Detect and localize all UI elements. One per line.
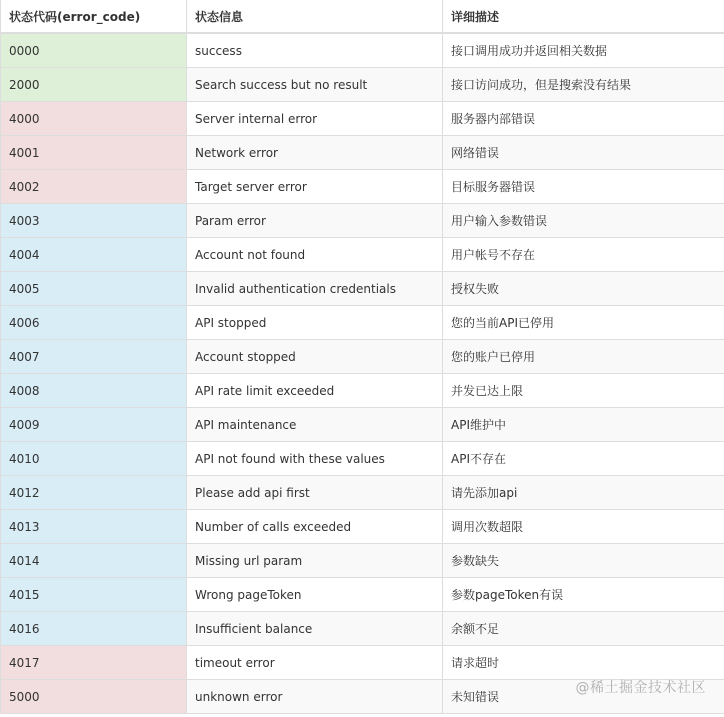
table-row xyxy=(1,204,724,238)
table-row xyxy=(1,136,724,170)
error-code-cell: 0000 xyxy=(1,33,187,68)
error-code-cell: 4002 xyxy=(1,170,187,204)
error-code-cell: 4017 xyxy=(1,646,187,680)
status-message-cell: Server internal error xyxy=(187,102,443,136)
status-message-cell: Wrong pageToken xyxy=(187,578,443,612)
table-row xyxy=(1,170,724,204)
error-code-cell: 4003 xyxy=(1,204,187,238)
table-row xyxy=(1,612,724,646)
status-message-cell: Target server error xyxy=(187,170,443,204)
header-error-code: 状态代码(error_code) xyxy=(1,0,187,33)
error-code-cell: 4010 xyxy=(1,442,187,476)
description-cell: 服务器内部错误 xyxy=(443,102,724,136)
error-code-cell: 4012 xyxy=(1,476,187,510)
description-cell: 您的账户已停用 xyxy=(443,340,724,374)
status-message-cell: Param error xyxy=(187,204,443,238)
watermark: @稀土掘金技术社区 xyxy=(575,680,706,696)
description-cell: 用户输入参数错误 xyxy=(443,204,724,238)
table-row xyxy=(1,306,724,340)
description-cell: 目标服务器错误 xyxy=(443,170,724,204)
error-code-cell: 4016 xyxy=(1,612,187,646)
status-message-cell: Please add api first xyxy=(187,476,443,510)
error-code-cell: 4001 xyxy=(1,136,187,170)
description-cell: API维护中 xyxy=(443,408,724,442)
status-message-cell: API maintenance xyxy=(187,408,443,442)
error-code-cell: 2000 xyxy=(1,68,187,102)
description-cell: 您的当前API已停用 xyxy=(443,306,724,340)
table-row xyxy=(1,544,724,578)
description-cell: 余额不足 xyxy=(443,612,724,646)
error-code-cell: 4015 xyxy=(1,578,187,612)
table-row xyxy=(1,102,724,136)
description-cell: 接口访问成功，但是搜索没有结果 xyxy=(443,68,724,102)
error-code-cell: 4014 xyxy=(1,544,187,578)
status-message-cell: Account stopped xyxy=(187,340,443,374)
description-cell: 并发已达上限 xyxy=(443,374,724,408)
description-cell: 请先添加api xyxy=(443,476,724,510)
table-row xyxy=(1,442,724,476)
table-row xyxy=(1,68,724,102)
status-message-cell: Insufficient balance xyxy=(187,612,443,646)
error-code-cell: 4004 xyxy=(1,238,187,272)
description-cell: 请求超时 xyxy=(443,646,724,680)
status-message-cell: API stopped xyxy=(187,306,443,340)
description-cell: 调用次数超限 xyxy=(443,510,724,544)
description-cell: 授权失败 xyxy=(443,272,724,306)
table-row xyxy=(1,408,724,442)
error-code-cell: 5000 xyxy=(1,680,187,714)
description-cell: 接口调用成功并返回相关数据 xyxy=(443,33,724,68)
error-code-cell: 4000 xyxy=(1,102,187,136)
table-row xyxy=(1,510,724,544)
description-cell: 用户帐号不存在 xyxy=(443,238,724,272)
description-cell: 参数缺失 xyxy=(443,544,724,578)
status-message-cell: Search success but no result xyxy=(187,68,443,102)
status-message-cell: Account not found xyxy=(187,238,443,272)
header-description: 详细描述 xyxy=(443,0,724,33)
status-message-cell: unknown error xyxy=(187,680,443,714)
table-row xyxy=(1,238,724,272)
status-message-cell: Invalid authentication credentials xyxy=(187,272,443,306)
status-message-cell: timeout error xyxy=(187,646,443,680)
description-cell: API不存在 xyxy=(443,442,724,476)
error-code-cell: 4006 xyxy=(1,306,187,340)
table-row xyxy=(1,578,724,612)
status-message-cell: API not found with these values xyxy=(187,442,443,476)
description-cell: 网络错误 xyxy=(443,136,724,170)
error-code-cell: 4005 xyxy=(1,272,187,306)
error-code-cell: 4013 xyxy=(1,510,187,544)
header-row xyxy=(1,0,724,33)
error-code-cell: 4007 xyxy=(1,340,187,374)
status-message-cell: Missing url param xyxy=(187,544,443,578)
error-code-cell: 4009 xyxy=(1,408,187,442)
table-row xyxy=(1,646,724,680)
table-header xyxy=(1,0,724,33)
status-message-cell: API rate limit exceeded xyxy=(187,374,443,408)
table-row xyxy=(1,476,724,510)
description-cell: 未知错误 xyxy=(443,680,724,714)
status-message-cell: Number of calls exceeded xyxy=(187,510,443,544)
header-status-message: 状态信息 xyxy=(187,0,443,33)
table-row xyxy=(1,272,724,306)
description-cell: 参数pageToken有误 xyxy=(443,578,724,612)
error-code-cell: 4008 xyxy=(1,374,187,408)
table-body xyxy=(1,33,724,714)
status-message-cell: Network error xyxy=(187,136,443,170)
status-message-cell: success xyxy=(187,33,443,68)
table-row xyxy=(1,374,724,408)
table-row xyxy=(1,340,724,374)
table-row xyxy=(1,33,724,68)
table-row xyxy=(1,680,724,714)
